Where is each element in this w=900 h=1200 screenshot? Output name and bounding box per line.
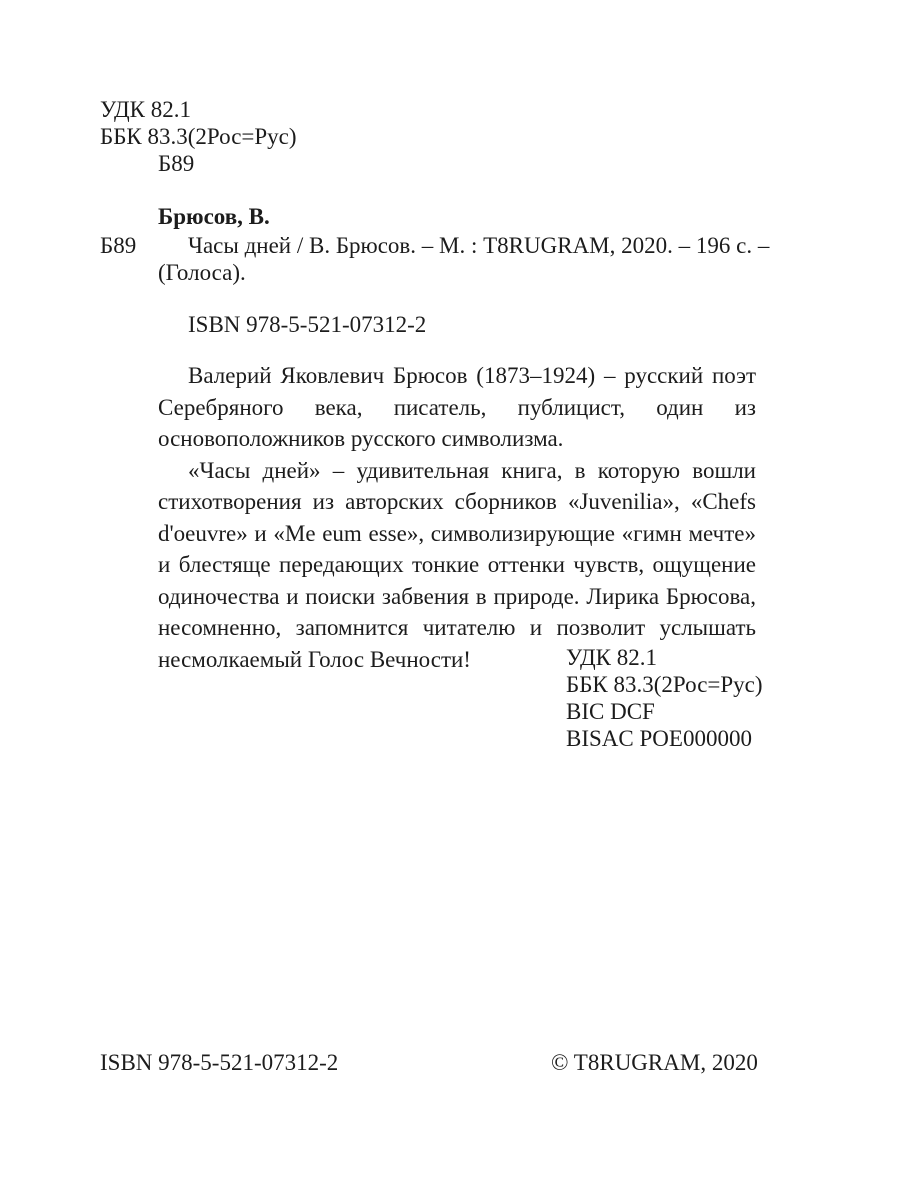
annotation-paragraph: Валерий Яковлевич Брюсов (1873–1924) – русский поэт Серебряного века, писатель, публицист, один из основоположников русского символизма. <box>158 363 756 451</box>
catalog-series: (Голоса). <box>158 260 246 285</box>
annotation-paragraph: «Часы дней» – удивительная книга, в которую вошли стихотворения из авторских сборников «Juvenilia», «Chefs d'oeuvre» и «Me eum esse», символизирующие «гимн мечте» и блестяще передающих тонкие оттенки чувств, ощущение одиночества и поиски забвения в природе. Лирика Брюсова, несомненно, запомнится читателю и позволит услышать несмолкаемый Голос Вечности! <box>158 457 756 672</box>
footer-copyright: © T8RUGRAM, 2020 <box>551 1050 758 1075</box>
bbk-code: ББК 83.3(2Рос=Рус) <box>100 124 297 149</box>
classification-block <box>566 644 763 752</box>
classification-udk: УДК 82.1 <box>566 645 657 670</box>
catalog-isbn: ISBN 978-5-521-07312-2 <box>188 312 427 337</box>
classification-bic: BIC DCF <box>566 699 655 724</box>
catalog-author-mark: Б89 <box>100 233 137 258</box>
annotation <box>158 360 756 675</box>
author-mark: Б89 <box>158 151 195 176</box>
footer-isbn: ISBN 978-5-521-07312-2 <box>100 1050 339 1075</box>
udk-code: УДК 82.1 <box>100 97 191 122</box>
classification-bisac: BISAC POE000000 <box>566 726 752 751</box>
catalog-title-line: Часы дней / В. Брюсов. – М. : T8RUGRAM, 2020. – 196 с. – <box>188 233 770 258</box>
classification-bbk: ББК 83.3(2Рос=Рус) <box>566 672 763 697</box>
catalog-author: Брюсов, В. <box>158 204 270 229</box>
